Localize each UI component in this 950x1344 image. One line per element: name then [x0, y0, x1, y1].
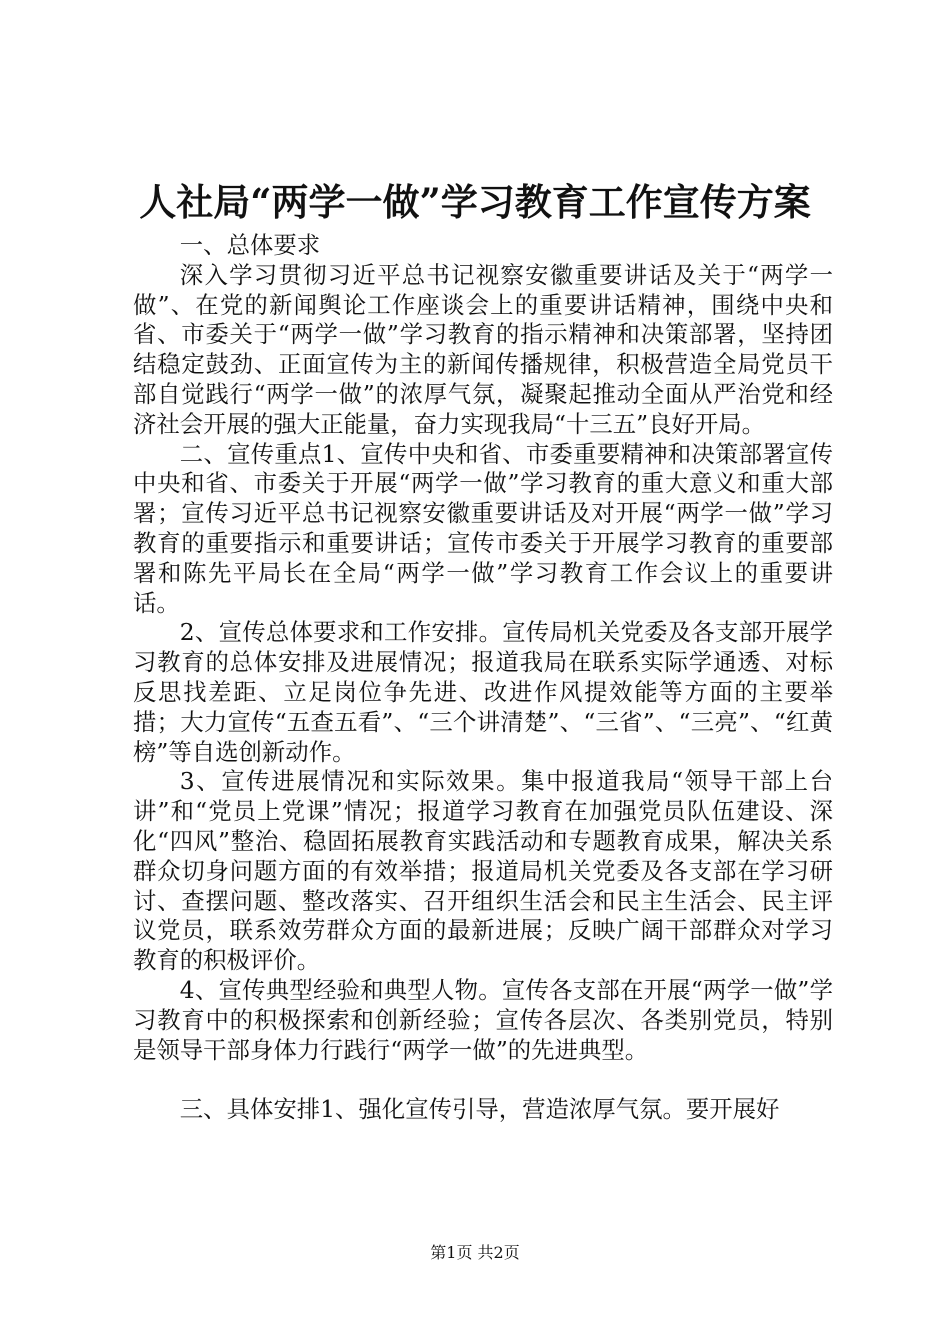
paragraph-general-requirements: 深入学习贯彻习近平总书记视察安徽重要讲话及关于“两学一做”、在党的新闻舆论工作座谈会上的重要讲话精神，围绕中央和省、市委关于“两学一做”学习教育的指示精神和决策部署，坚持团结稳定鼓劲、正面宣传为主的新闻传播规律，积极营造全局党员干部自觉践行“两学一做”的浓厚气氛，凝聚起推动全面从严治党和经济社会开展的强大正能量，奋力实现我局“十三五”良好开局。 — [133, 260, 833, 438]
section-heading-general-requirements: 一、总体要求 — [179, 231, 321, 259]
paragraph-progress-effects: 3、宣传进展情况和实际效果。集中报道我局“领导干部上台讲”和“党员上党课”情况；报道学习教育在加强党员队伍建设、深化“四风”整治、稳固拓展教育实践活动和专题教育成果，解决关系群众切身问题方面的有效举措；报道局机关党委及各支部在学习研讨、查摆问题、整改落实、召开组织生活会和民主生活会、民主评议党员，联系效劳群众方面的最新进展；反映广阔干部群众对学习教育的积极评价。 — [133, 767, 833, 975]
paragraph-publicity-focus: 二、宣传重点1、宣传中央和省、市委重要精神和决策部署宣传中央和省、市委关于开展“两学一做”学习教育的重大意义和重大部署；宣传习近平总书记视察安徽重要讲话及对开展“两学一做”学习教育的重要指示和重要讲话；宣传市委关于开展学习教育的重要部署和陈先平局长在全局“两学一做”学习教育工作会议上的重要讲话。 — [133, 439, 833, 617]
paragraph-requirements-arrangements: 2、宣传总体要求和工作安排。宣传局机关党委及各支部开展学习教育的总体安排及进展情况；报道我局在联系实际学通透、对标反思找差距、立足岗位争先进、改进作风提效能等方面的主要举措；大力宣传“五查五看”、“三个讲清楚”、“三省”、“三亮”、“红黄榜”等自选创新动作。 — [133, 618, 833, 766]
document-body — [133, 231, 833, 1125]
page-footer: 第1页 共2页 — [430, 1243, 520, 1262]
document-title: 人社局“两学一做”学习教育工作宣传方案 — [139, 180, 811, 224]
paragraph-typical-experience: 4、宣传典型经验和典型人物。宣传各支部在开展“两学一做”学习教育中的积极探索和创新经验；宣传各层次、各类别党员，特别是领导干部身体力行践行“两学一做”的先进典型。 — [133, 975, 833, 1064]
paragraph-specific-arrangements: 三、具体安排1、强化宣传引导，营造浓厚气氛。要开展好 — [179, 1095, 780, 1124]
